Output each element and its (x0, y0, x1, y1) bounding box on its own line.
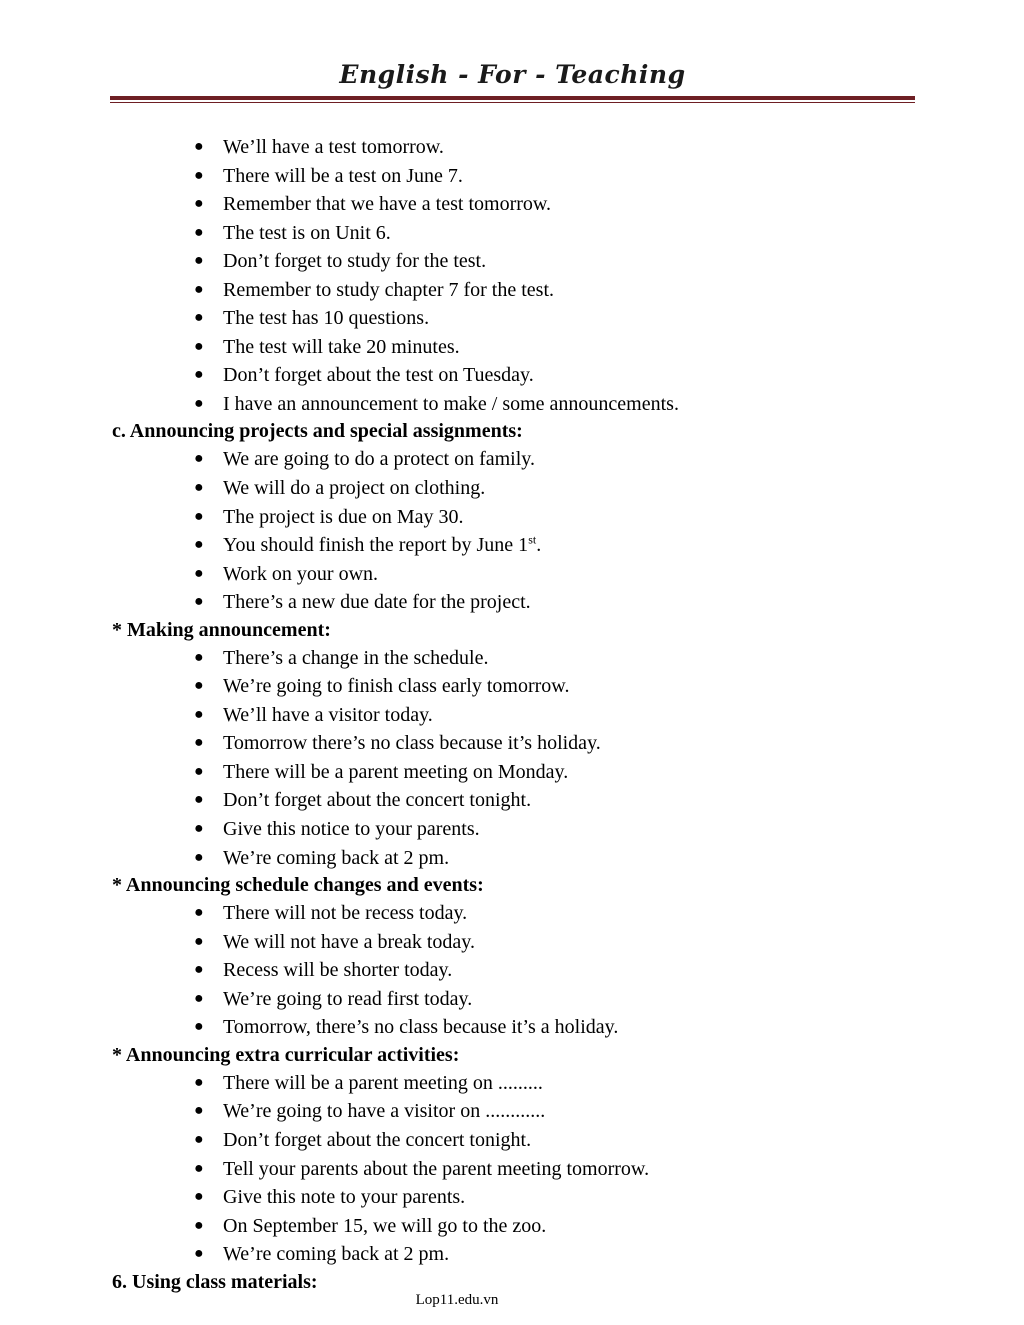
bullet-icon: ● (194, 223, 204, 241)
list-item: ● Give this note to your parents. (112, 1183, 912, 1212)
list-item: ● There will not be recess today. (112, 899, 912, 928)
bullet-icon: ● (194, 1130, 204, 1148)
bullet-icon: ● (194, 1159, 204, 1177)
list-item: ● There will be a test on June 7. (112, 162, 912, 191)
bullet-icon: ● (194, 1073, 204, 1091)
bullet-icon: ● (194, 337, 204, 355)
bullet-icon: ● (194, 762, 204, 780)
bullet-icon: ● (194, 309, 204, 327)
list-item: ● There will be a parent meeting on ......... (112, 1069, 912, 1098)
bullet-icon: ● (194, 593, 204, 611)
bullet-icon: ● (194, 820, 204, 838)
bullet-icon: ● (194, 479, 204, 497)
bullet-icon: ● (194, 1216, 204, 1234)
bullet-icon: ● (194, 848, 204, 866)
bullet-icon: ● (194, 1245, 204, 1263)
list-item: ● There’s a change in the schedule. (112, 644, 912, 673)
list-item: ● Remember that we have a test tomorrow. (112, 190, 912, 219)
bullet-icon: ● (194, 280, 204, 298)
bullet-icon: ● (194, 961, 204, 979)
bullet-icon: ● (194, 1018, 204, 1036)
bullet-list-announcements (112, 644, 912, 872)
bullet-icon: ● (194, 394, 204, 412)
superscript-st: st (528, 532, 537, 547)
list-item: ● Remember to study chapter 7 for the test. (112, 276, 912, 305)
bullet-list-projects (112, 445, 912, 616)
list-item: ● We’ll have a test tomorrow. (112, 133, 912, 162)
bullet-icon: ● (194, 366, 204, 384)
bullet-icon: ● (194, 989, 204, 1007)
list-item: ● Tell your parents about the parent meeting tomorrow. (112, 1155, 912, 1184)
list-item: ● We’re going to finish class early tomorrow. (112, 672, 912, 701)
section-heading-making-announcement: * Making announcement: (112, 618, 331, 641)
sentence-period: . (536, 534, 542, 557)
list-item: ● Don’t forget about the concert tonight. (112, 1126, 912, 1155)
list-item: ● Don’t forget about the test on Tuesday. (112, 361, 912, 390)
bullet-icon: ● (194, 904, 204, 922)
list-item: ● We’re coming back at 2 pm. (112, 844, 912, 873)
bullet-icon: ● (194, 564, 204, 582)
list-item: ● Recess will be shorter today. (112, 956, 912, 985)
list-item: ● We are going to do a protect on family. (112, 445, 912, 474)
list-item: ● The test has 10 questions. (112, 304, 912, 333)
list-item: ● Work on your own. (112, 560, 912, 589)
bullet-icon: ● (194, 1102, 204, 1120)
bullet-icon: ● (194, 932, 204, 950)
list-item: ● I have an announcement to make / some announcements. (112, 390, 912, 419)
list-item: ● The project is due on May 30. (112, 503, 912, 532)
list-item: ● We’re going to read first today. (112, 985, 912, 1014)
document-body (112, 133, 912, 1296)
list-item: ● The test is on Unit 6. (112, 219, 912, 248)
header-title: English - For - Teaching (339, 60, 686, 89)
bullet-icon: ● (194, 677, 204, 695)
list-item: ● Give this notice to your parents. (112, 815, 912, 844)
list-item: ● Don’t forget to study for the test. (112, 247, 912, 276)
bullet-icon: ● (194, 195, 204, 213)
bullet-list-tests (112, 133, 912, 418)
section-heading-extracurricular: * Announcing extra curricular activities: (112, 1043, 460, 1066)
list-item: ● Tomorrow, there’s no class because it’s a holiday. (112, 1013, 912, 1042)
bullet-list-extracurricular (112, 1069, 912, 1269)
list-item: ● We’re coming back at 2 pm. (112, 1240, 912, 1269)
list-item: ● On September 15, we will go to the zoo. (112, 1212, 912, 1241)
list-item: ● We’re going to have a visitor on ............ (112, 1097, 912, 1126)
bullet-icon: ● (194, 734, 204, 752)
header-rule-thick (110, 96, 915, 100)
list-item: ● There will be a parent meeting on Monday. (112, 758, 912, 787)
header-rule-thin (110, 102, 915, 103)
bullet-icon: ● (194, 252, 204, 270)
bullet-icon: ● (194, 791, 204, 809)
list-item: ● The test will take 20 minutes. (112, 333, 912, 362)
list-item: ● We’ll have a visitor today. (112, 701, 912, 730)
bullet-icon: ● (194, 536, 204, 554)
bullet-icon: ● (194, 705, 204, 723)
bullet-icon: ● (194, 450, 204, 468)
list-item: ● There’s a new due date for the project. (112, 588, 912, 617)
list-item: ● We will do a project on clothing. (112, 474, 912, 503)
bullet-icon: ● (194, 1188, 204, 1206)
section-heading-schedule-changes: * Announcing schedule changes and events: (112, 874, 484, 897)
bullet-list-schedule (112, 899, 912, 1042)
page-footer: Lop11.edu.vn (415, 1292, 499, 1308)
list-item: ● Tomorrow there’s no class because it’s holiday. (112, 729, 912, 758)
list-item: ● You should finish the report by June 1st. (112, 531, 912, 560)
section-heading-class-materials: 6. Using class materials: (112, 1270, 318, 1293)
bullet-icon: ● (194, 648, 204, 666)
list-item: ● We will not have a break today. (112, 928, 912, 957)
bullet-icon: ● (194, 138, 204, 155)
list-item: ● Don’t forget about the concert tonight. (112, 786, 912, 815)
bullet-icon: ● (194, 507, 204, 525)
bullet-icon: ● (194, 166, 204, 184)
section-heading-projects: c. Announcing projects and special assignments: (112, 420, 523, 443)
